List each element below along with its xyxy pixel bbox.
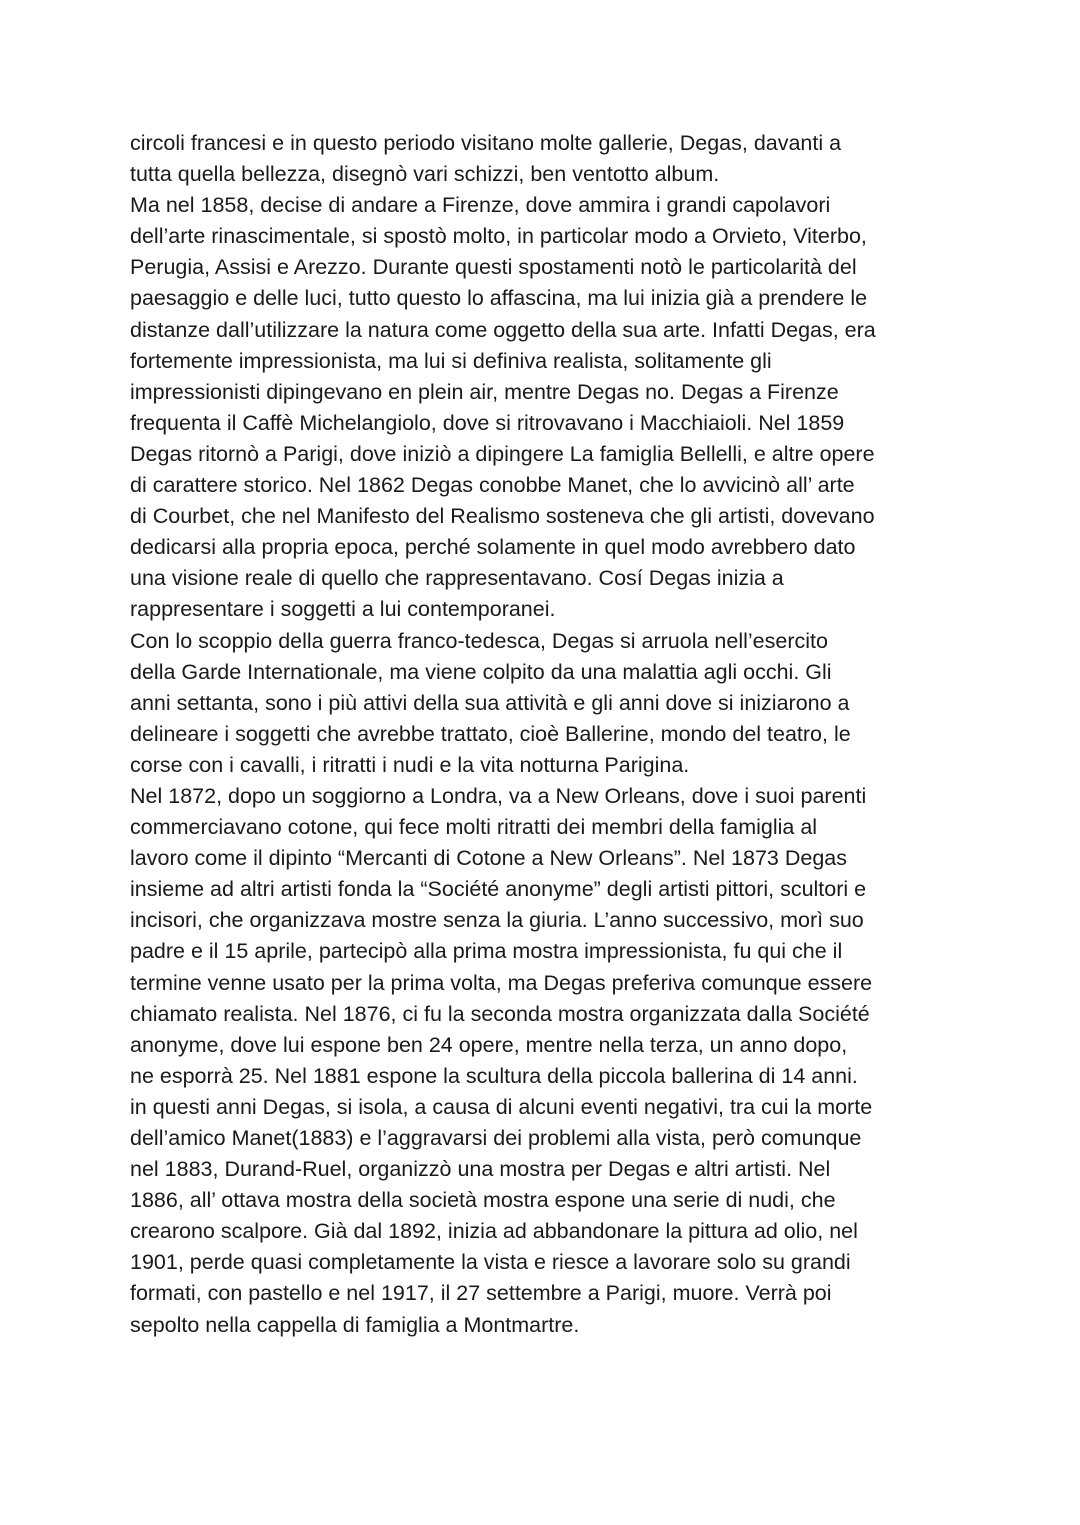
- text-line: in questi anni Degas, si isola, a causa di alcuni eventi negativi, tra cui la morte: [130, 1094, 873, 1119]
- text-line: nel 1883, Durand-Ruel, organizzò una mostra per Degas e altri artisti. Nel: [130, 1157, 831, 1182]
- text-line: impressionisti dipingevano en plein air, mentre Degas no. Degas a Firenze: [130, 379, 839, 404]
- text-line: distanze dall’utilizzare la natura come oggetto della sua arte. Infatti Degas, era: [130, 317, 876, 342]
- text-line: dell’arte rinascimentale, si spostò molto, in particolar modo a Orvieto, Viterbo,: [130, 224, 867, 249]
- text-line: rappresentare i soggetti a lui contemporanei.: [130, 597, 556, 622]
- text-line: sepolto nella cappella di famiglia a Montmartre.: [130, 1312, 580, 1337]
- text-line: dedicarsi alla propria epoca, perché solamente in quel modo avrebbero dato: [130, 535, 856, 560]
- text-line: 1886, all’ ottava mostra della società mostra espone una serie di nudi, che: [130, 1188, 836, 1213]
- text-line: una visione reale di quello che rappresentavano. Cosí Degas inizia a: [130, 566, 784, 591]
- text-line: Perugia, Assisi e Arezzo. Durante questi spostamenti notò le particolarità del: [130, 255, 857, 280]
- text-line: di carattere storico. Nel 1862 Degas conobbe Manet, che lo avvicinò all’ arte: [130, 473, 855, 498]
- text-line: lavoro come il dipinto “Mercanti di Cotone a New Orleans”. Nel 1873 Degas: [130, 846, 848, 871]
- text-line: anni settanta, sono i più attivi della sua attività e gli anni dove si iniziarono a: [130, 690, 850, 715]
- text-line: termine venne usato per la prima volta, ma Degas preferiva comunque essere: [130, 970, 873, 995]
- text-line: insieme ad altri artisti fonda la “Société anonyme” degli artisti pittori, scultori e: [130, 877, 867, 902]
- text-line: fortemente impressionista, ma lui si definiva realista, solitamente gli: [130, 348, 772, 373]
- text-line: crearono scalpore. Già dal 1892, inizia ad abbandonare la pittura ad olio, nel: [130, 1219, 858, 1244]
- text-line: tutta quella bellezza, disegnò vari schizzi, ben ventotto album.: [130, 162, 720, 187]
- text-line: formati, con pastello e nel 1917, il 27 settembre a Parigi, muore. Verrà poi: [130, 1281, 832, 1306]
- text-line: della Garde Internationale, ma viene colpito da una malattia agli occhi. Gli: [130, 659, 832, 684]
- text-line: Degas ritornò a Parigi, dove iniziò a dipingere La famiglia Bellelli, e altre opere: [130, 441, 875, 466]
- text-line: paesaggio e delle luci, tutto questo lo affascina, ma lui inizia già a prendere le: [130, 286, 868, 311]
- text-line: corse con i cavalli, i ritratti i nudi e la vita notturna Parigina.: [130, 752, 690, 777]
- body-text: [130, 128, 960, 1341]
- text-line: commerciavano cotone, qui fece molti ritratti dei membri della famiglia al: [130, 815, 818, 840]
- text-line: ne esporrà 25. Nel 1881 espone la scultura della piccola ballerina di 14 anni.: [130, 1063, 858, 1088]
- text-line: Nel 1872, dopo un soggiorno a Londra, va a New Orleans, dove i suoi parenti: [130, 783, 867, 808]
- text-line: dell’amico Manet(1883) e l’aggravarsi dei problemi alla vista, però comunque: [130, 1126, 862, 1150]
- text-line: circoli francesi e in questo periodo visitano molte gallerie, Degas, davanti a: [130, 131, 842, 155]
- text-line: incisori, che organizzava mostre senza la giuria. L’anno successivo, morì suo: [130, 908, 864, 933]
- text-line: di Courbet, che nel Manifesto del Realismo sosteneva che gli artisti, dovevano: [130, 504, 875, 529]
- text-line: anonyme, dove lui espone ben 24 opere, mentre nella terza, un anno dopo,: [130, 1032, 848, 1057]
- text-line: padre e il 15 aprile, partecipò alla prima mostra impressionista, fu qui che il: [130, 939, 843, 964]
- text-line: Ma nel 1858, decise di andare a Firenze, dove ammira i grandi capolavori: [130, 193, 831, 218]
- text-line: chiamato realista. Nel 1876, ci fu la seconda mostra organizzata dalla Société: [130, 1001, 870, 1026]
- text-line: frequenta il Caffè Michelangiolo, dove si ritrovavano i Macchiaioli. Nel 1859: [130, 410, 845, 435]
- text-line: Con lo scoppio della guerra franco-tedesca, Degas si arruola nell’esercito: [130, 628, 828, 653]
- text-line: delineare i soggetti che avrebbe trattato, cioè Ballerine, mondo del teatro, le: [130, 721, 851, 746]
- text-line: 1901, perde quasi completamente la vista e riesce a lavorare solo su grandi: [130, 1250, 851, 1275]
